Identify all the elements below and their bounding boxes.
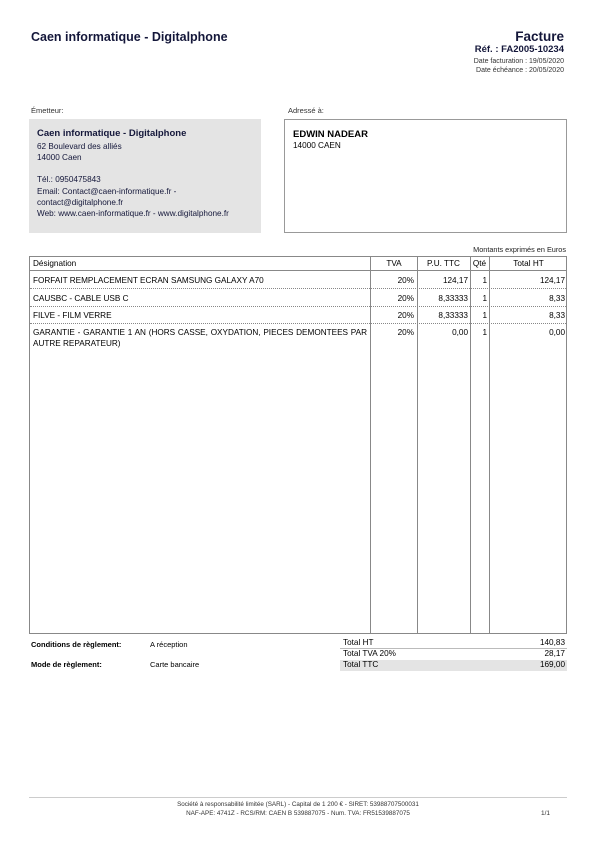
recipient-name: EDWIN NADEAR [293,129,368,140]
sender-web: Web: www.caen-informatique.fr - www.digitalphone.fr [37,209,229,219]
total-ht-value: 140,83 [539,638,565,647]
row-unit-price: 8,33333 [438,311,468,320]
invoice-reference: Réf. : FA2005-10234 [474,44,564,55]
payment-mode-value: Carte bancaire [150,660,200,669]
row-tva: 20% [397,276,414,285]
total-ht-label: Total HT [343,638,374,647]
row-unit-price: 8,33333 [438,294,468,303]
page-number: 1/1 [540,810,550,817]
sender-name: Caen informatique - Digitalphone [37,128,187,139]
recipient-box [284,119,567,233]
row-tva: 20% [397,294,414,303]
table-row [30,325,566,355]
row-total: 8,33 [549,294,565,303]
row-total: 8,33 [549,311,565,320]
total-ttc-label: Total TTC [343,660,379,669]
sender-box [29,119,261,233]
row-designation: GARANTIE - GARANTIE 1 AN (HORS CASSE, OXYDATION, PIECES DEMONTEES PAR AUTRE REPARATEUR) [33,328,367,348]
header-designation: Désignation [33,259,77,268]
sender-email: Email: Contact@caen-informatique.fr - [37,186,177,196]
payment-conditions-value: A réception [150,640,188,649]
table-row [30,308,566,324]
row-designation: CAUSBC - CABLE USB C [33,294,129,303]
items-table [29,256,567,634]
invoice-date: Date facturation : 19/05/2020 [473,58,564,65]
row-quantity: 1 [482,276,487,285]
currency-note: Montants exprimés en Euros [473,245,566,254]
row-designation: FORFAIT REMPLACEMENT ECRAN SAMSUNG GALAXY A70 [33,276,264,285]
total-ht-row [340,638,567,649]
footer-divider [29,797,567,798]
table-row [30,290,566,307]
row-tva: 20% [397,328,414,337]
row-unit-price: 0,00 [452,328,468,337]
row-total: 124,17 [539,276,565,285]
sender-label: Émetteur: [31,106,64,115]
recipient-label: Adressé à: [288,106,324,115]
payment-conditions-label: Conditions de règlement: [31,640,122,649]
sender-email-continued: contact@digitalphone.fr [37,197,124,207]
due-date: Date échéance : 20/05/2020 [476,67,564,74]
document-type: Facture [515,29,564,44]
total-tva-value: 28,17 [544,649,565,658]
row-quantity: 1 [482,311,487,320]
header-quantity: Qté [472,259,487,268]
recipient-city: 14000 CAEN [293,141,341,150]
table-row [30,272,566,289]
totals-block [340,638,567,671]
footer-registration-line: NAF-APE: 4741Z - RCS/RM: CAEN B 539887075 - Num. TVA: FR51539887075 [186,810,410,817]
row-unit-price: 124,17 [442,276,468,285]
table-header [30,257,566,271]
header-unit-price: P.U. TTC [427,259,460,268]
total-tva-label: Total TVA 20% [343,649,396,658]
row-total: 0,00 [549,328,565,337]
total-ttc-value: 169,00 [539,660,565,669]
header-total: Total HT [513,259,544,268]
sender-city: 14000 Caen [37,153,82,163]
total-tva-row [340,649,567,660]
row-quantity: 1 [482,328,487,337]
row-designation: FILVE - FILM VERRE [33,311,112,320]
row-quantity: 1 [482,294,487,303]
sender-address-line: 62 Boulevard des alliés [37,142,122,151]
total-ttc-row [340,660,567,671]
row-tva: 20% [397,311,414,320]
sender-phone: Tél.: 0950475843 [37,175,101,185]
footer-legal-line: Société à responsabilité limitée (SARL) - Capital de 1 200 € - SIRET: 53988707500031 [177,801,419,808]
payment-mode-label: Mode de règlement: [31,660,102,669]
company-title: Caen informatique - Digitalphone [31,30,228,44]
header-tva: TVA [386,259,402,268]
